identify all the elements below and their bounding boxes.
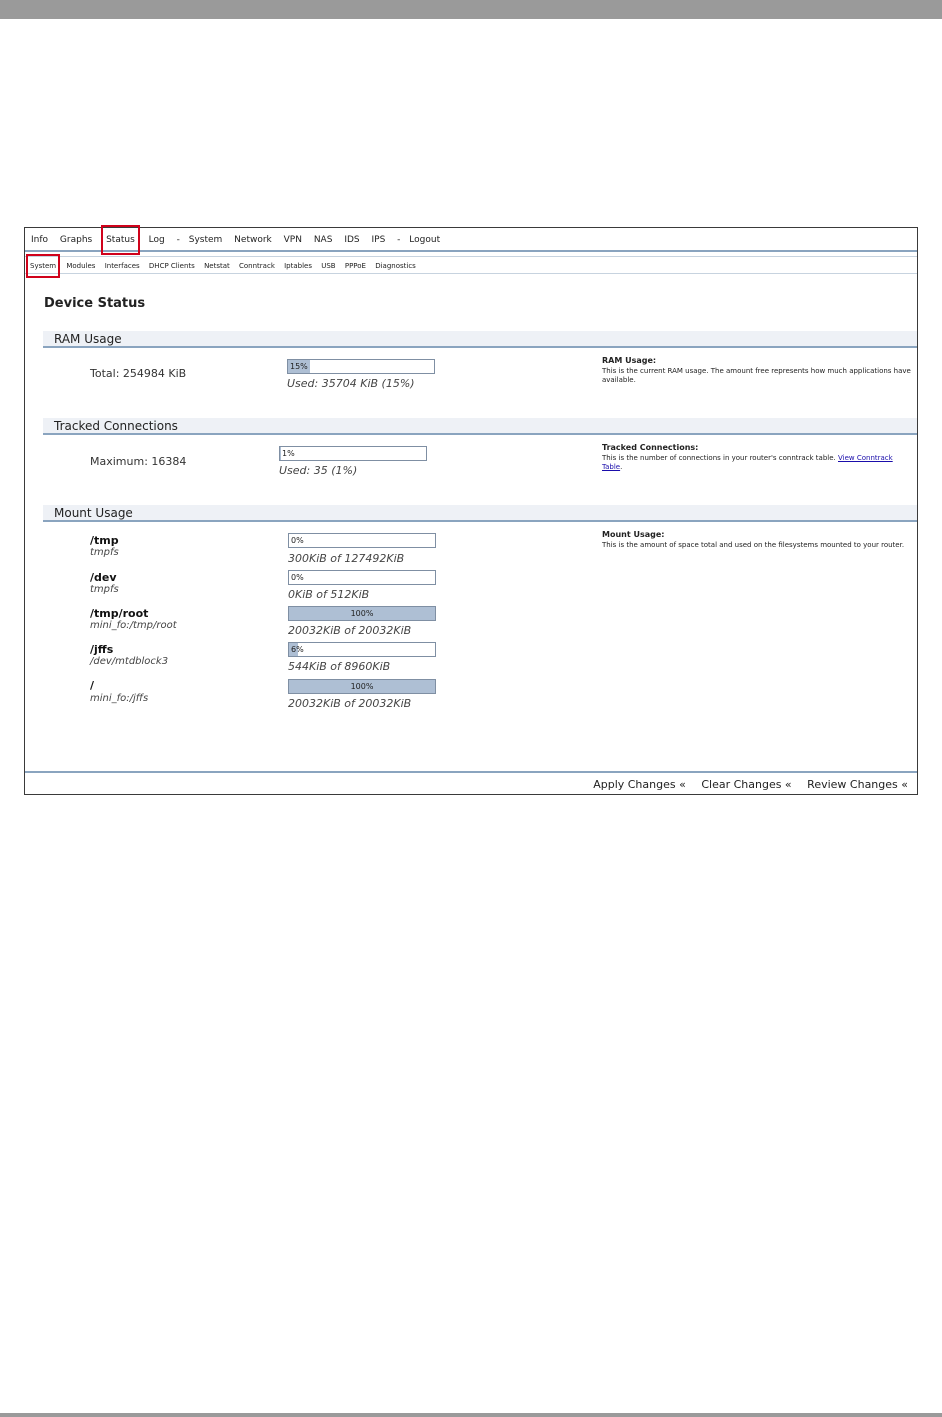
nav-info[interactable]: Info	[31, 235, 49, 245]
mount-name: /tmp/root	[90, 607, 149, 620]
router-admin-frame	[24, 227, 918, 795]
mount-usage-text: 0KiB of 512KiB	[288, 588, 370, 601]
mount-name: /jffs	[90, 643, 114, 656]
mount-usage-bar-label: 100%	[350, 682, 374, 691]
nav-separator: -	[397, 235, 401, 245]
ram-used: Used: 35704 KiB (15%)	[287, 377, 415, 390]
ram-total: Total: 254984 KiB	[90, 367, 187, 380]
subnav-modules[interactable]: Modules	[66, 262, 96, 270]
ram-help	[602, 356, 912, 385]
view-conntrack-table-link[interactable]: View Conntrack Table	[602, 454, 893, 471]
section-header-mount-usage: Mount Usage	[43, 505, 917, 522]
conntrack-used: Used: 35 (1%)	[279, 464, 358, 477]
mount-usage-text: 20032KiB of 20032KiB	[288, 697, 412, 710]
mount-usage-bar	[288, 679, 436, 694]
nav-network[interactable]: Network	[234, 235, 272, 245]
subnav-pppoe[interactable]: PPPoE	[344, 262, 366, 270]
apply-changes-button[interactable]: Apply Changes «	[593, 778, 686, 791]
mount-usage-bar-label: 0%	[291, 573, 304, 582]
mount-usage-bar	[288, 606, 436, 621]
ram-usage-bar	[287, 359, 435, 374]
nav-logout[interactable]: Logout	[409, 235, 441, 245]
nav-nas[interactable]: NAS	[313, 235, 333, 245]
nav-ips[interactable]: IPS	[371, 235, 386, 245]
page-title: Device Status	[44, 296, 146, 311]
mount-help-title: Mount Usage:	[602, 530, 665, 539]
subnav-interfaces[interactable]: Interfaces	[104, 262, 140, 270]
mount-type: mini_fo:/jffs	[90, 693, 149, 704]
mount-type: tmpfs	[90, 547, 119, 558]
subnav-netstat[interactable]: Netstat	[204, 262, 230, 270]
nav-status[interactable]: Status	[104, 228, 137, 252]
mount-usage-text: 300KiB of 127492KiB	[288, 552, 405, 565]
section-header-ram: RAM Usage	[43, 331, 917, 348]
conntrack-help-title: Tracked Connections:	[602, 443, 699, 452]
conntrack-help	[602, 443, 912, 472]
mount-usage-bar-label: 0%	[291, 536, 304, 545]
mount-type: mini_fo:/tmp/root	[90, 620, 177, 631]
mount-name: /	[90, 679, 95, 692]
conntrack-usage-bar	[279, 446, 427, 461]
subnav-iptables[interactable]: Iptables	[284, 262, 312, 270]
main-nav	[25, 228, 917, 252]
subnav-dhcp-clients[interactable]: DHCP Clients	[148, 262, 195, 270]
conntrack-help-body: This is the number of connections in your router's conntrack table. View Conntrack Table.	[602, 454, 893, 471]
subnav-conntrack[interactable]: Conntrack	[239, 262, 275, 270]
mount-help-text: This is the amount of space total and used on the filesystems mounted to your router.	[602, 541, 905, 549]
mount-type: /dev/mtdblock3	[90, 656, 169, 667]
subnav-usb[interactable]: USB	[321, 262, 336, 270]
mount-name: /tmp	[90, 534, 119, 547]
sub-nav	[25, 256, 917, 274]
mount-usage-text: 544KiB of 8960KiB	[288, 660, 391, 673]
page-bottom-bar	[0, 1413, 942, 1417]
page-top-bar	[0, 0, 942, 19]
conntrack-help-text: This is the number of connections in your router's conntrack table.	[602, 454, 836, 462]
subnav-system[interactable]: System	[29, 257, 57, 275]
mount-usage-text: 20032KiB of 20032KiB	[288, 624, 412, 637]
mount-usage-bar	[288, 642, 436, 657]
conntrack-maximum: Maximum: 16384	[90, 455, 187, 468]
nav-ids[interactable]: IDS	[344, 235, 360, 245]
ram-usage-bar-label: 15%	[290, 362, 308, 371]
nav-log[interactable]: Log	[148, 235, 165, 245]
review-changes-button[interactable]: Review Changes «	[807, 778, 908, 791]
nav-separator: -	[176, 235, 180, 245]
nav-graphs[interactable]: Graphs	[59, 235, 93, 245]
footer-actions	[25, 771, 917, 794]
ram-help-text: This is the current RAM usage. The amount free represents how much applications have available.	[602, 367, 911, 384]
mount-name: /dev	[90, 571, 117, 584]
mount-help	[602, 530, 912, 550]
ram-help-title: RAM Usage:	[602, 356, 657, 365]
nav-vpn[interactable]: VPN	[283, 235, 302, 245]
clear-changes-button[interactable]: Clear Changes «	[701, 778, 792, 791]
section-header-tracked-connections: Tracked Connections	[43, 418, 917, 435]
mount-usage-bar-label: 100%	[350, 609, 374, 618]
mount-type: tmpfs	[90, 584, 119, 595]
nav-system[interactable]: System	[188, 235, 223, 245]
mount-usage-bar	[288, 570, 436, 585]
mount-usage-bar	[288, 533, 436, 548]
subnav-diagnostics[interactable]: Diagnostics	[375, 262, 416, 270]
mount-usage-bar-label: 6%	[291, 645, 304, 654]
conntrack-usage-bar-label: 1%	[282, 449, 295, 458]
